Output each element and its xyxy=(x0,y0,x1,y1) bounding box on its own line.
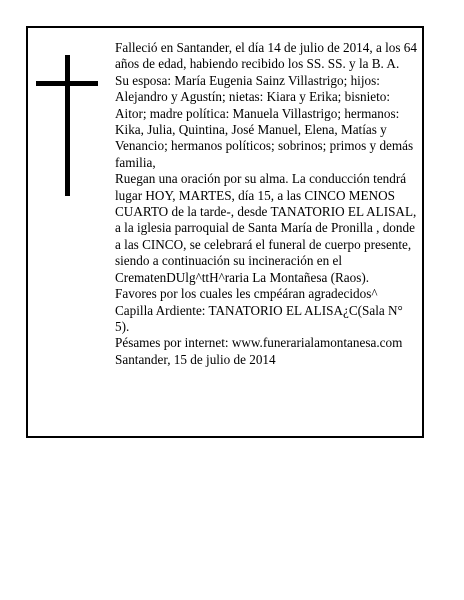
obituary-text xyxy=(115,40,417,368)
cross-icon-bar xyxy=(36,81,98,86)
family-list: Su esposa: María Eugenia Sainz Villastrigo; hijos: Alejandro y Agustín; nietas: Kiara y Erika; bisnieto: Aitor; madre política: Manuela Villastrigo; hermanos: Kika, Julia, Quintina, José Manuel, Elena, Matías y Venancio; hermanos políticos; sobrinos; primos y demás familia, xyxy=(115,72,414,170)
death-announcement: Falleció en Santander, el día 14 de julio de 2014, a los 64 años de edad, habiendo recibido los SS. SS. y la B. A. xyxy=(115,40,417,72)
cross-icon xyxy=(65,55,70,196)
chapel-info: Capilla Ardiente: TANATORIO EL ALISA¿C(Sala N° 5). xyxy=(115,302,403,334)
place-date-line: Santander, 15 de julio de 2014 xyxy=(115,351,276,367)
condolences-website: Pésames por internet: www.funerarialamontanesa.com xyxy=(115,335,403,351)
gratitude-line: Favores por los cuales les cmpéáran agradecidos^ xyxy=(115,286,378,302)
service-details: Ruegan una oración por su alma. La conducción tendrá lugar HOY, MARTES, día 15, a las CINCO MENOS CUARTO de la tarde-, desde TANATORIO EL ALISAL, a la iglesia parroquial de Santa María de Pronilla , donde a las CINCO, se celebrará el funeral de cuerpo presente, siendo a continuación su incineración en el CrematenDUlg^ttH^raria La Montañesa (Raos). xyxy=(115,171,417,285)
